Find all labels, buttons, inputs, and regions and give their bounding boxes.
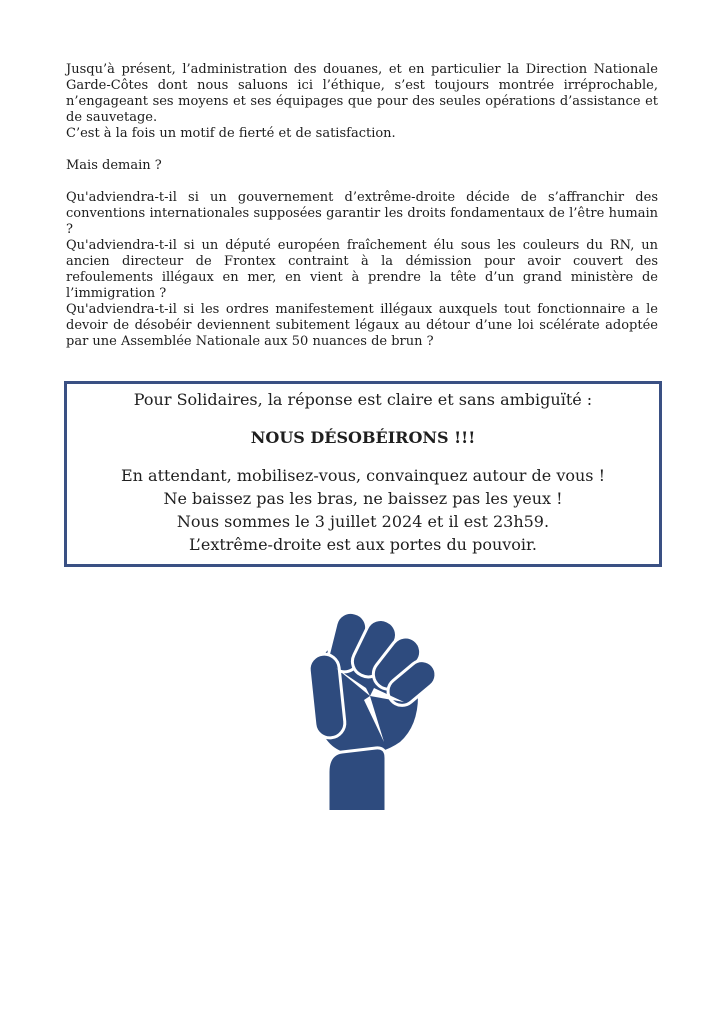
- callout-line: L’extrême-droite est aux portes du pouvoir.: [188, 535, 538, 554]
- callout-line: En attendant, mobilisez-vous, convainquez autour de vous !: [120, 466, 606, 485]
- body-paragraph: Qu'adviendra-t-il si un député européen fraîchement élu sous les couleurs du RN, un ancien directeur de Frontex contraint à la démission pour avoir couvert des refoulements illégaux en mer, en vient à prendre la tête d’un grand ministère de l’immigration ?: [66, 238, 658, 301]
- body-paragraph: Mais demain ?: [66, 158, 162, 173]
- callout-line: Ne baissez pas les bras, ne baissez pas les yeux !: [163, 489, 563, 508]
- callout-box: [64, 381, 662, 567]
- callout-line: Nous sommes le 3 juillet 2024 et il est 23h59.: [176, 512, 550, 531]
- callout-slogan: NOUS DÉSOBÉIRONS !!!: [250, 428, 476, 447]
- body-paragraph: Qu'adviendra-t-il si les ordres manifestement illégaux auxquels tout fonctionnaire a le devoir de désobéir deviennent subitement légaux au détour d’une loi scélérate adoptée par une Assemblée Nationale aux 50 nuances de brun ?: [66, 302, 658, 349]
- body-paragraph: Qu'adviendra-t-il si un gouvernement d’extrême-droite décide de s’affranchir des conventions internationales supposées garantir les droits fondamentaux de l’être humain ?: [66, 190, 658, 237]
- callout-line: Pour Solidaires, la réponse est claire et sans ambiguïté :: [133, 390, 593, 409]
- body-text: [66, 62, 658, 350]
- callout-lines: [78, 388, 648, 556]
- raised-fist-icon: [296, 604, 456, 810]
- body-paragraph: C’est à la fois un motif de fierté et de satisfaction.: [66, 126, 396, 141]
- raised-fist-shape: [308, 609, 442, 810]
- raised-fist-svg: [296, 604, 456, 810]
- body-paragraph: Jusqu’à présent, l’administration des douanes, et en particulier la Direction Nationale Garde-Côtes dont nous saluons ici l’éthique, s’est toujours montrée irréprochable, n’engageant ses moyens et ses équipages que pour des seules opérations d’assistance et de sauvetage.: [66, 62, 658, 125]
